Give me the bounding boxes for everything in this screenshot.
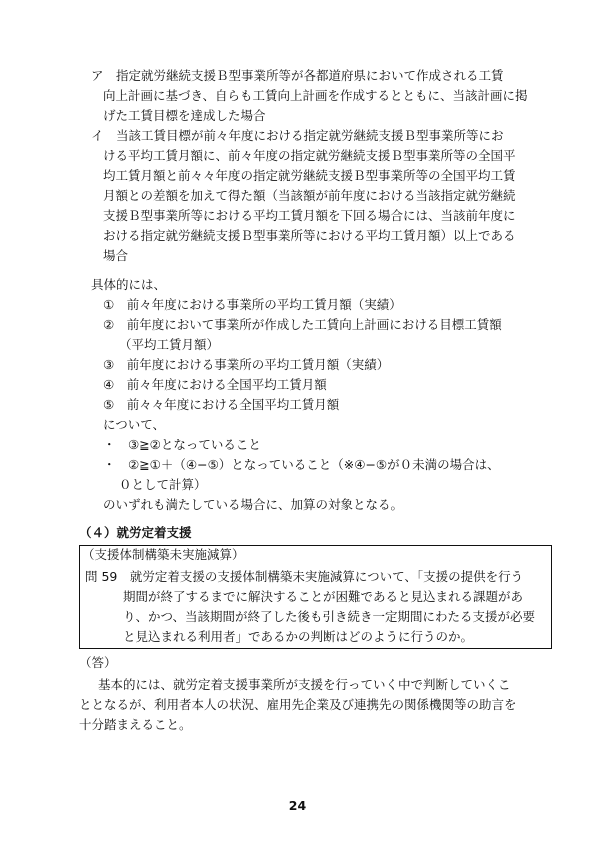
concrete-intro: 具体的には、 xyxy=(91,277,167,292)
concrete-item-1: ① 前々年度における事業所の平均工賃月額（実績） xyxy=(103,297,402,312)
question-line-2: 期間が終了するまでに解決することが困難であると見込まれる課題があ xyxy=(123,589,524,604)
concrete-item-2: ② 前年度において事業所が作成した工賃向上計画における目標工賃額 xyxy=(103,317,502,332)
concrete-item-3: ③ 前年度における事業所の平均工賃月額（実績） xyxy=(103,357,390,372)
page-number: 24 xyxy=(288,798,307,813)
item-i-line-1: イ 当該工賃目標が前々年度における指定就労継続支援Ｂ型事業所等にお xyxy=(91,128,504,143)
answer-line-2: ととなるが、利用者本人の状況、雇用先企業及び連携先の関係機関等の助言を xyxy=(79,697,517,712)
item-i-line-6: おける指定就労継続支援Ｂ型事業所等における平均工賃月額）以上である xyxy=(103,228,516,243)
answer-line-1: 基本的には、就労定着支援事業所が支援を行っていく中で判断していくこ xyxy=(98,677,511,692)
question-line-3: り、かつ、当該期間が終了した後も引き続き一定期間にわたる支援が必要 xyxy=(123,609,536,624)
concrete-bullet-1: ・ ③≧②となっていること xyxy=(103,437,261,452)
concrete-bullet-2: ・ ②≧①＋（④−⑤）となっていること（※④−⑤が０未満の場合は、 xyxy=(103,457,500,472)
concrete-about: について、 xyxy=(103,417,166,432)
concrete-item-5: ⑤ 前々々年度における全国平均工賃月額 xyxy=(103,397,340,412)
concrete-bullet-2-cont: ０として計算） xyxy=(119,477,207,492)
question-line-1: 問 59 就労定着支援の支援体制構築未実施減算について、「支援の提供を行う xyxy=(85,569,524,584)
item-i-line-4: 月額との差額を加えて得た額（当該額が前年度における当該指定就労継続 xyxy=(103,188,516,203)
item-a-line-1: ア 指定就労継続支援Ｂ型事業所等が各都道府県において作成される工賃 xyxy=(91,68,504,83)
item-i-line-7: 場合 xyxy=(103,248,129,263)
answer-label: （答） xyxy=(79,655,117,670)
concrete-item-2-cont: （平均工賃月額） xyxy=(119,337,220,352)
answer-line-3: 十分踏まえること。 xyxy=(79,717,192,732)
item-i-line-2: ける平均工賃月額に、前々年度の指定就労継続支援Ｂ型事業所等の全国平 xyxy=(103,148,516,163)
item-a-line-2: 向上計画に基づき、自らも工賃向上計画を作成するとともに、当該計画に掲 xyxy=(103,88,528,103)
concrete-conclusion: のいずれも満たしている場合に、加算の対象となる。 xyxy=(103,497,404,512)
item-a-line-3: げた工賃目標を達成した場合 xyxy=(103,108,266,123)
section-heading: （４）就労定着支援 xyxy=(79,525,192,540)
item-i-line-3: 均工賃月額と前々々年度の指定就労継続支援Ｂ型事業所等の全国平均工賃 xyxy=(103,168,516,183)
item-i-line-5: 支援Ｂ型事業所等における平均工賃月額を下回る場合には、当該前年度に xyxy=(103,208,516,223)
question-line-4: と見込まれる利用者」であるかの判断はどのように行うのか。 xyxy=(123,629,474,644)
concrete-item-4: ④ 前々年度における全国平均工賃月額 xyxy=(103,377,327,392)
box-title: （支援体制構築未実施減算） xyxy=(82,547,245,562)
